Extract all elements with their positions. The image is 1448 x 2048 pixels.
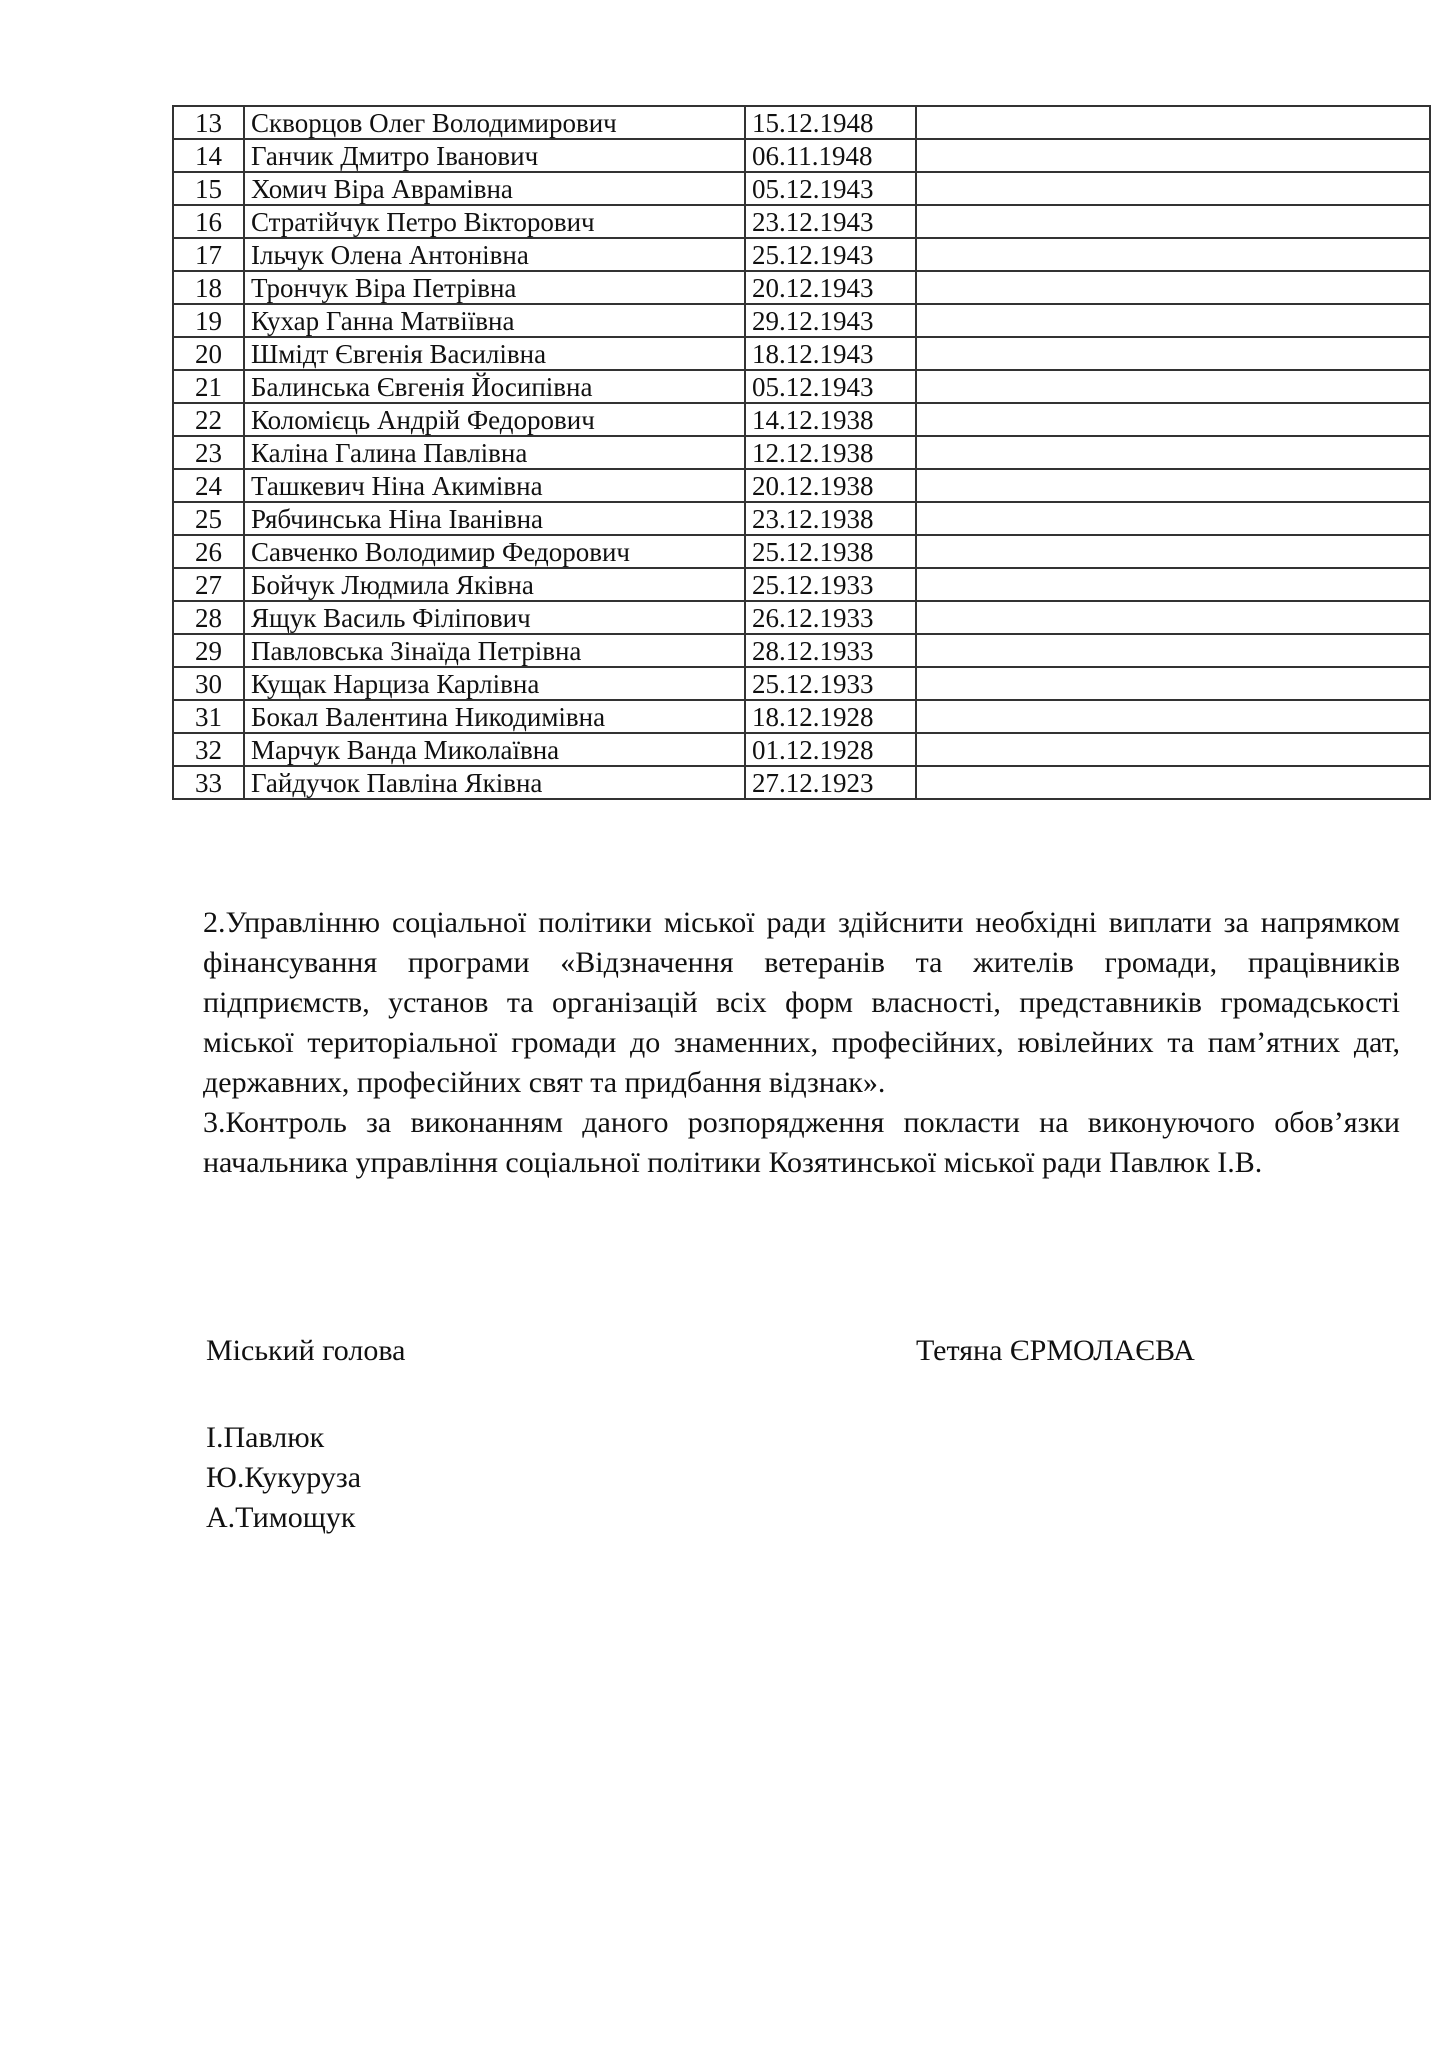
row-number: 17 (173, 238, 244, 271)
empty-cell (916, 403, 1430, 436)
birth-date: 26.12.1933 (745, 601, 916, 634)
row-number: 27 (173, 568, 244, 601)
empty-cell (916, 436, 1430, 469)
prepared-by-item: Ю.Кукуруза (206, 1461, 362, 1494)
birth-date: 12.12.1938 (745, 436, 916, 469)
paragraph-2: 2.Управлінню соціальної політики міської ради здійснити необхідні виплати за напрямком фінансування програми «Відзначення ветеранів та жителів громади, працівників підприємств, установ та організацій всіх форм власності, представників громадськості міської територіальної громади до знаменних, професійних, ювілейних та пам’ятних дат, державних, професійних свят та придбання відзнак». (203, 906, 1400, 1099)
recipient-name: Коломієць Андрій Федорович (244, 403, 745, 436)
row-number: 15 (173, 172, 244, 205)
recipient-name: Бойчук Людмила Яківна (244, 568, 745, 601)
recipient-name: Гайдучок Павліна Яківна (244, 766, 745, 799)
row-number: 13 (173, 106, 244, 139)
recipient-name: Ганчик Дмитро Іванович (244, 139, 745, 172)
row-number: 20 (173, 337, 244, 370)
recipient-name: Ящук Василь Філіпович (244, 601, 745, 634)
birth-date: 15.12.1948 (745, 106, 916, 139)
row-number: 18 (173, 271, 244, 304)
empty-cell (916, 172, 1430, 205)
table-row (173, 601, 1430, 634)
table-row (173, 436, 1430, 469)
row-number: 21 (173, 370, 244, 403)
empty-cell (916, 700, 1430, 733)
recipient-name: Трончук Віра Петрівна (244, 271, 745, 304)
recipient-name: Кущак Нарциза Карлівна (244, 667, 745, 700)
table-row (173, 139, 1430, 172)
recipient-name: Шмідт Євгенія Василівна (244, 337, 745, 370)
birth-date: 28.12.1933 (745, 634, 916, 667)
empty-cell (916, 502, 1430, 535)
table-row (173, 172, 1430, 205)
signature-role: Міський голова (206, 1334, 406, 1367)
birth-date: 29.12.1943 (745, 304, 916, 337)
recipient-name: Савченко Володимир Федорович (244, 535, 745, 568)
birth-date: 05.12.1943 (745, 370, 916, 403)
row-number: 23 (173, 436, 244, 469)
empty-cell (916, 205, 1430, 238)
birth-date: 20.12.1943 (745, 271, 916, 304)
table-row (173, 403, 1430, 436)
table-row (173, 370, 1430, 403)
row-number: 25 (173, 502, 244, 535)
table-row (173, 205, 1430, 238)
empty-cell (916, 106, 1430, 139)
table-row (173, 667, 1430, 700)
table-row (173, 271, 1430, 304)
empty-cell (916, 271, 1430, 304)
birth-date: 25.12.1933 (745, 568, 916, 601)
table-row (173, 337, 1430, 370)
recipient-name: Марчук Ванда Миколаївна (244, 733, 745, 766)
birth-date: 14.12.1938 (745, 403, 916, 436)
empty-cell (916, 238, 1430, 271)
row-number: 29 (173, 634, 244, 667)
row-number: 26 (173, 535, 244, 568)
birth-date: 18.12.1943 (745, 337, 916, 370)
recipient-name: Ташкевич Ніна Акимівна (244, 469, 745, 502)
recipient-name: Кухар Ганна Матвіївна (244, 304, 745, 337)
birth-date: 23.12.1943 (745, 205, 916, 238)
row-number: 33 (173, 766, 244, 799)
birth-date: 05.12.1943 (745, 172, 916, 205)
birth-date: 25.12.1938 (745, 535, 916, 568)
prepared-by-list (206, 1418, 361, 1538)
empty-cell (916, 568, 1430, 601)
recipient-name: Хомич Віра Аврамівна (244, 172, 745, 205)
table-row (173, 733, 1430, 766)
row-number: 30 (173, 667, 244, 700)
recipient-name: Рябчинська Ніна Іванівна (244, 502, 745, 535)
prepared-by-item: А.Тимощук (206, 1501, 356, 1534)
table-row (173, 568, 1430, 601)
empty-cell (916, 766, 1430, 799)
row-number: 32 (173, 733, 244, 766)
empty-cell (916, 337, 1430, 370)
birth-date: 18.12.1928 (745, 700, 916, 733)
table-row (173, 238, 1430, 271)
recipients-table (172, 105, 1431, 800)
row-number: 22 (173, 403, 244, 436)
empty-cell (916, 304, 1430, 337)
recipients-table-body (173, 106, 1430, 799)
birth-date: 23.12.1938 (745, 502, 916, 535)
row-number: 14 (173, 139, 244, 172)
table-row (173, 304, 1430, 337)
birth-date: 06.11.1948 (745, 139, 916, 172)
birth-date: 25.12.1943 (745, 238, 916, 271)
table-row (173, 535, 1430, 568)
table-row (173, 106, 1430, 139)
table-row (173, 469, 1430, 502)
signature-name: Тетяна ЄРМОЛАЄВА (916, 1334, 1195, 1367)
resolution-body (203, 903, 1400, 1183)
empty-cell (916, 733, 1430, 766)
row-number: 28 (173, 601, 244, 634)
birth-date: 25.12.1933 (745, 667, 916, 700)
paragraph-3: 3.Контроль за виконанням даного розпорядження покласти на виконуючого обов’язки начальника управління соціальної політики Козятинської міської ради Павлюк І.В. (203, 1106, 1400, 1179)
empty-cell (916, 667, 1430, 700)
table-row (173, 502, 1430, 535)
recipient-name: Балинська Євгенія Йосипівна (244, 370, 745, 403)
birth-date: 01.12.1928 (745, 733, 916, 766)
birth-date: 27.12.1923 (745, 766, 916, 799)
empty-cell (916, 601, 1430, 634)
empty-cell (916, 139, 1430, 172)
empty-cell (916, 469, 1430, 502)
birth-date: 20.12.1938 (745, 469, 916, 502)
recipient-name: Каліна Галина Павлівна (244, 436, 745, 469)
row-number: 19 (173, 304, 244, 337)
recipient-name: Скворцов Олег Володимирович (244, 106, 745, 139)
empty-cell (916, 634, 1430, 667)
recipient-name: Ільчук Олена Антонівна (244, 238, 745, 271)
table-row (173, 634, 1430, 667)
row-number: 24 (173, 469, 244, 502)
table-row (173, 700, 1430, 733)
row-number: 16 (173, 205, 244, 238)
recipient-name: Павловська Зінаїда Петрівна (244, 634, 745, 667)
prepared-by-item: І.Павлюк (206, 1421, 325, 1454)
empty-cell (916, 535, 1430, 568)
row-number: 31 (173, 700, 244, 733)
recipient-name: Стратійчук Петро Вікторович (244, 205, 745, 238)
recipient-name: Бокал Валентина Никодимівна (244, 700, 745, 733)
table-row (173, 766, 1430, 799)
signature-block (206, 1334, 1246, 1374)
empty-cell (916, 370, 1430, 403)
